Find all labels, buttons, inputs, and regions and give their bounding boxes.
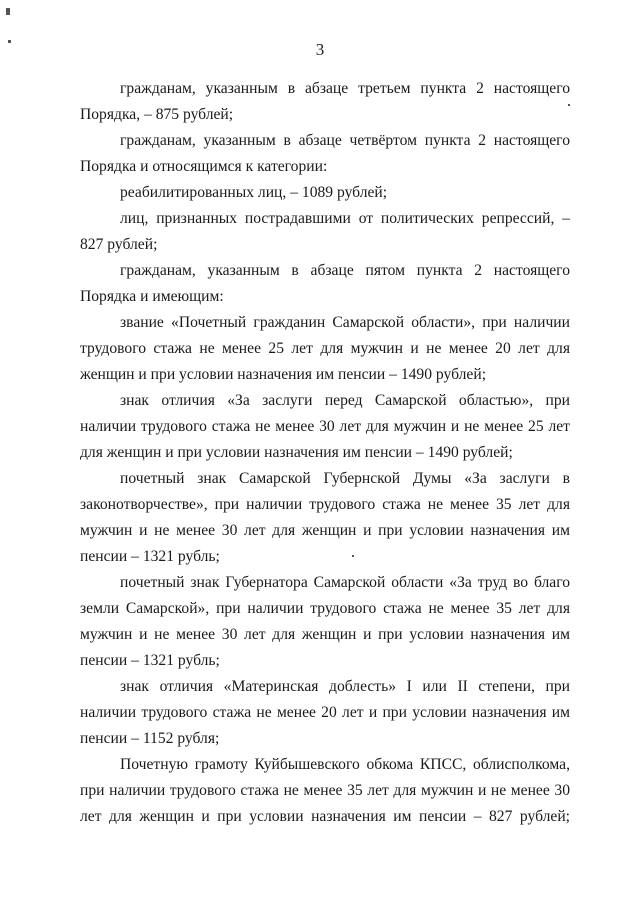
paragraph: знак отличия «За заслуги перед Самарской областью», при наличии трудового стажа не менее 30 лет для мужчин и не менее 25 лет для женщин и при условии назначения им пенсии – 1490 рублей;	[80, 392, 570, 461]
paragraph: звание «Почетный гражданин Самарской области», при наличии трудового стажа не менее 25 лет для мужчин и не менее 20 лет для женщин и при условии назначения им пенсии – 1490 рублей;	[80, 314, 570, 383]
paragraph: реабилитированных лиц, – 1089 рублей;	[120, 184, 388, 201]
scan-speck	[6, 8, 10, 15]
paragraph: гражданам, указанным в абзаце четвёртом пункта 2 настоящего Порядка и относящимся к категории:	[80, 132, 570, 175]
paragraph: Почетную грамоту Куйбышевского обкома КПСС, облисполкома, при наличии трудового стажа не менее 35 лет для мужчин и не менее 30 лет для женщин и при условии назначения им пенсии – 827 рублей;	[80, 756, 570, 825]
document-body	[80, 76, 570, 830]
paragraph: гражданам, указанным в абзаце третьем пункта 2 настоящего Порядка, – 875 рублей;	[80, 80, 570, 123]
page-number: 3	[315, 40, 325, 59]
paragraph: гражданам, указанным в абзаце пятом пункта 2 настоящего Порядка и имеющим:	[80, 262, 570, 305]
paragraph: лиц, признанных пострадавшими от политических репрессий, – 827 рублей;	[80, 210, 570, 253]
paragraph: почетный знак Губернатора Самарской области «За труд во благо земли Самарской», при наличии трудового стажа не менее 35 лет для мужчин и не менее 30 лет для женщин и при условии назначения им пенсии – 1321 рубль;	[80, 574, 570, 669]
paragraph: почетный знак Самарской Губернской Думы «За заслуги в законотворчестве», при наличии трудового стажа не менее 35 лет для мужчин и не менее 30 лет для женщин и при условии назначения им пенсии – 1321 рубль;	[80, 470, 570, 565]
paragraph: знак отличия «Материнская доблесть» I или II степени, при наличии трудового стажа не менее 20 лет и при условии назначения им пенсии – 1152 рубля;	[80, 678, 570, 747]
